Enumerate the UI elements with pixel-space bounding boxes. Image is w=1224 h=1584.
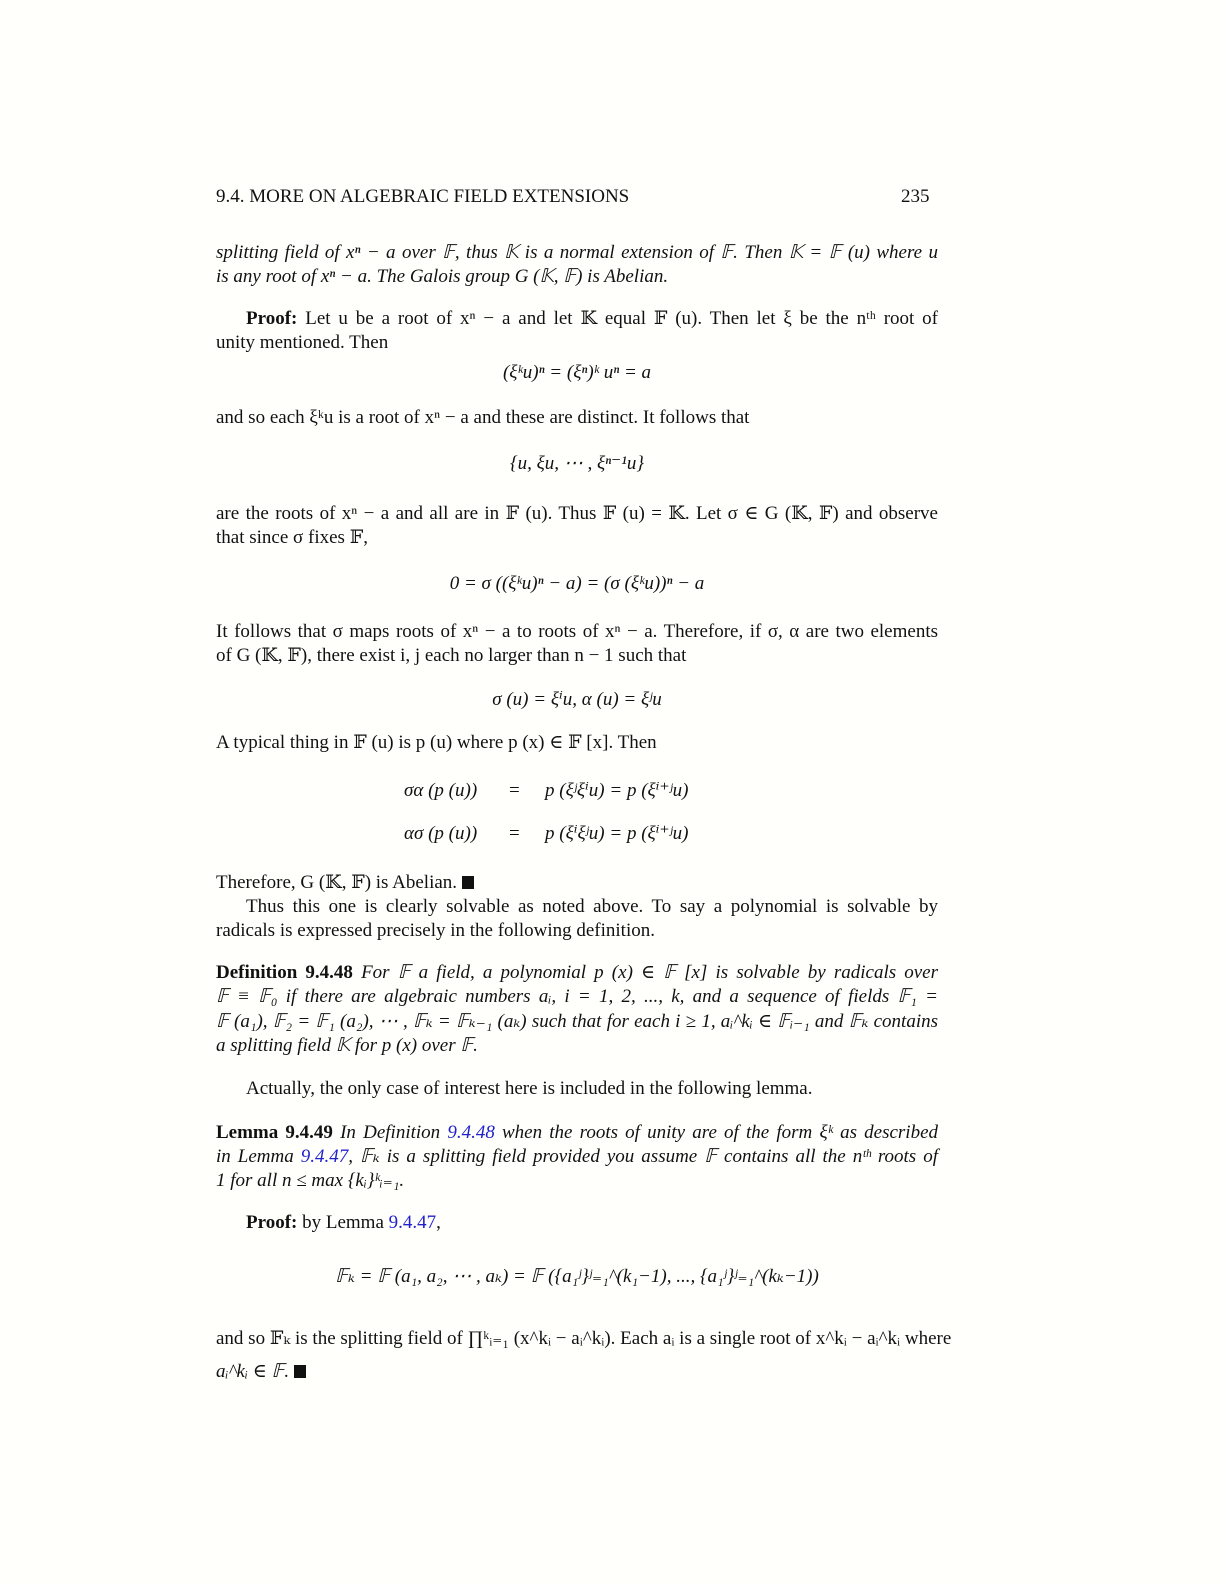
eq6-lhs: ασ (p (u)) [404,823,478,844]
proof2-line-2 [216,1361,938,1383]
proof-label: Proof: [246,308,298,329]
lemma-line-1 [216,1122,938,1144]
equation-5: 𝔽ₖ = 𝔽 (a₁, a₂, ⋯ , aₖ) = 𝔽 ({a₁ʲ}ʲ₌₁^(k₁−1), ..., {a₁ʲ}ʲ₌₁^(kₖ−1)) [335,1266,819,1287]
proof1-line-6: It follows that σ maps roots of xⁿ − a to roots of xⁿ − a. Therefore, if σ, α are two elements [216,621,938,642]
proof1-line-3: and so each ξᵏu is a root of xⁿ − a and these are distinct. It follows that [216,407,750,428]
theorem-line-2: is any root of xⁿ − a. The Galois group G (𝕂, 𝔽) is Abelian. [216,266,669,287]
conclusion-text: Therefore, G (𝕂, 𝔽) is Abelian. [216,872,458,893]
eq5-sign: = [509,780,520,801]
definition-text-1: For 𝔽 a field, a polynomial p (x) ∈ 𝔽 [x] is solvable by radicals over [361,962,939,983]
proof2-line-1: and so 𝔽ₖ is the splitting field of ∏ᵏᵢ₌₁ (x^kᵢ − aᵢ^kᵢ). Each aᵢ is a single root of x^kᵢ − aᵢ^kᵢ where [216,1328,952,1349]
proof1-line-1 [216,308,938,330]
para1-line-2: radicals is expressed precisely in the following definition. [216,920,655,941]
page-number: 235 [901,186,930,207]
lemma-ref-link-2[interactable]: 9.4.47 [388,1212,437,1233]
para1-line-1: Thus this one is clearly solvable as noted above. To say a polynomial is solvable by [246,896,938,917]
proof1-line-2: unity mentioned. Then [216,332,389,353]
eq5-lhs: σα (p (u)) [404,780,478,801]
lemma-label: Lemma 9.4.49 [216,1122,333,1143]
proof2-line [216,1212,938,1234]
lemma-ref-link[interactable]: 9.4.47 [300,1146,349,1167]
proof1-line-4: are the roots of xⁿ − a and all are in 𝔽 (u). Thus 𝔽 (u) = 𝕂. Let σ ∈ G (𝕂, 𝔽) and observe [216,503,938,524]
proof1-text-1: Let u be a root of xⁿ − a and let 𝕂 equal 𝔽 (u). Then let ξ be the nᵗʰ root of [305,308,939,329]
lemma-line-3: 1 for all n ≤ max {kᵢ}ᵏᵢ₌₁. [216,1170,405,1191]
proof2-label: Proof: [246,1212,298,1233]
definition-line-1 [216,962,938,984]
proof2-text-2: , [436,1212,441,1233]
para2: Actually, the only case of interest here is included in the following lemma. [246,1078,813,1099]
equation-4: σ (u) = ξⁱu, α (u) = ξʲu [492,689,662,710]
proof2-text-final: aᵢ^kᵢ ∈ 𝔽. [216,1361,290,1382]
definition-label: Definition 9.4.48 [216,962,353,983]
equation-3: 0 = σ ((ξᵏu)ⁿ − a) = (σ (ξᵏu))ⁿ − a [449,573,705,594]
eq5-rhs: p (ξʲξⁱu) = p (ξⁱ⁺ʲu) [545,780,689,801]
lemma-text-1: In Definition [340,1122,441,1143]
lemma-text-3: in Lemma [216,1146,294,1167]
proof1-line-5: that since σ fixes 𝔽, [216,527,368,548]
proof1-conclusion [216,872,938,894]
lemma-line-2 [216,1146,938,1168]
theorem-line-1: splitting field of xⁿ − a over 𝔽, thus 𝕂 is a normal extension of 𝔽. Then 𝕂 = 𝔽 (u) where u [216,242,938,263]
definition-ref-link[interactable]: 9.4.48 [447,1122,495,1143]
qed-square-icon [462,876,474,889]
eq6-sign: = [509,823,520,844]
definition-line-4: a splitting field 𝕂 for p (x) over 𝔽. [216,1035,478,1056]
lemma-text-4: , 𝔽ₖ is a splitting field provided you assume 𝔽 contains all the nᵗʰ roots of [348,1146,938,1167]
proof2-text-1: by Lemma [302,1212,384,1233]
definition-line-3: 𝔽 (a₁), 𝔽₂ = 𝔽₁ (a₂), ⋯ , 𝔽ₖ = 𝔽ₖ₋₁ (aₖ) such that for each i ≥ 1, aᵢ^kᵢ ∈ 𝔽ᵢ₋₁ and 𝔽ₖ contains [216,1011,938,1032]
section-title: 9.4. MORE ON ALGEBRAIC FIELD EXTENSIONS [216,186,630,207]
lemma-text-2: when the roots of unity are of the form ξᵏ as described [502,1122,939,1143]
eq6-rhs: p (ξⁱξʲu) = p (ξⁱ⁺ʲu) [545,823,689,844]
equation-1: (ξᵏu)ⁿ = (ξⁿ)ᵏ uⁿ = a [502,362,652,383]
definition-line-2: 𝔽 ≡ 𝔽₀ if there are algebraic numbers aᵢ, i = 1, 2, ..., k, and a sequence of fields 𝔽₁ = [216,986,938,1007]
proof1-line-8: A typical thing in 𝔽 (u) is p (u) where p (x) ∈ 𝔽 [x]. Then [216,732,657,753]
qed-square-icon [294,1365,306,1378]
equation-2: {u, ξu, ⋯ , ξⁿ⁻¹u} [510,453,644,474]
proof1-line-7: of G (𝕂, 𝔽), there exist i, j each no larger than n − 1 such that [216,645,687,666]
